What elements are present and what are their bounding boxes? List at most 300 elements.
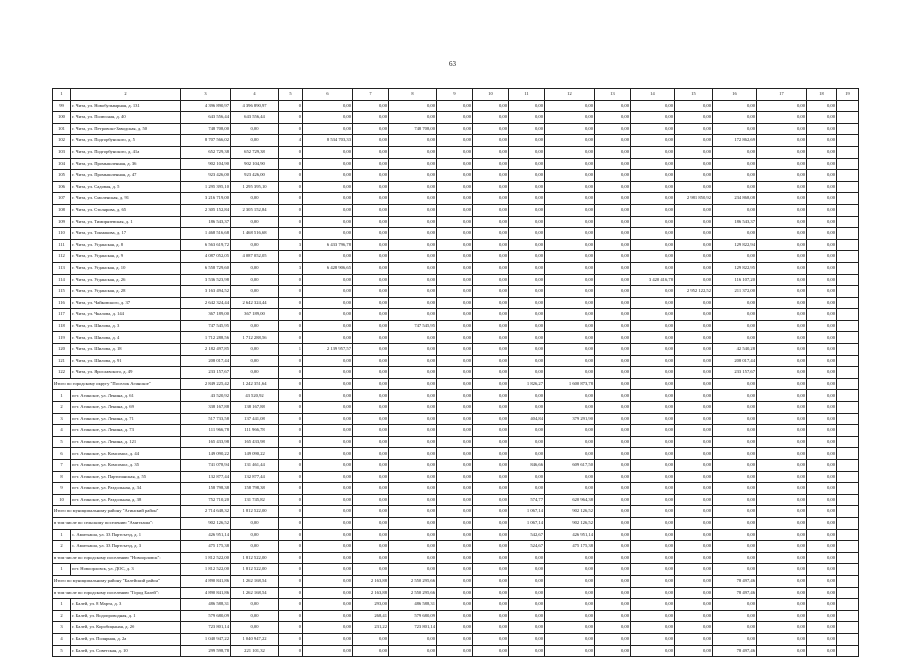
value-cell: 0,00 [675,425,713,437]
value-cell: 0,00 [303,332,353,344]
empty-cell [837,436,859,448]
table-row [53,170,859,182]
empty-cell [837,170,859,182]
value-cell: 0,00 [807,610,837,622]
value-cell: 0,00 [631,170,675,182]
value-cell: 0,00 [389,181,437,193]
value-cell: 0,00 [545,344,595,356]
value-cell: 0,00 [807,135,837,147]
value-cell: 0,00 [675,599,713,611]
value-cell: 0,00 [807,564,837,576]
row-number-cell: 3 [53,413,71,425]
value-cell: 0,00 [713,146,757,158]
value-cell: 0 [279,297,303,309]
value-cell: 0,00 [389,239,437,251]
value-cell: 0 [279,332,303,344]
value-cell: 0,00 [757,599,807,611]
row-number-cell: 6 [53,448,71,460]
value-cell: 293,00 [353,599,389,611]
value-cell: 0,00 [389,494,437,506]
value-cell: 0,00 [437,390,473,402]
address-cell: г. Чита, ул. Чайковского, д. 37 [71,297,181,309]
value-cell: 0,00 [303,309,353,321]
empty-cell [837,274,859,286]
subtotal-row [53,587,859,599]
value-cell: 0,00 [545,332,595,344]
value-cell: 0,00 [757,112,807,124]
empty-cell [837,448,859,460]
value-cell: 0,00 [757,494,807,506]
value-cell: 186 543,37 [181,216,231,228]
value-cell: 0,00 [675,204,713,216]
subtotal-label: Итого по городскому округу "Поселок Агинское" [53,378,181,390]
value-cell: 0,00 [713,251,757,263]
subtotal-label: Итого по муниципальному району "Балейский район" [53,575,181,587]
value-cell: 0,00 [353,204,389,216]
column-number-cell: 19 [837,89,859,101]
value-cell: 0,00 [353,158,389,170]
value-cell: 0,00 [757,309,807,321]
value-cell: 0,00 [631,436,675,448]
value-cell: 0,00 [231,599,279,611]
value-cell: 0,00 [595,645,631,657]
value-cell: 0,00 [675,112,713,124]
value-cell: 0,00 [353,262,389,274]
value-cell: 0 [279,355,303,367]
value-cell: 0,00 [545,251,595,263]
row-number-cell: 1 [53,390,71,402]
value-cell: 0,00 [473,297,509,309]
empty-cell [837,355,859,367]
value-cell: 0,00 [509,204,545,216]
value-cell: 2 139 957,57 [303,344,353,356]
address-cell: г. Чита, ул. Смоленская, д. 91 [71,193,181,205]
table-row [53,460,859,472]
table-row [53,436,859,448]
value-cell: 1 262 168,54 [231,575,279,587]
value-cell: 0,00 [303,564,353,576]
value-cell: 0 [279,564,303,576]
value-cell: 0,00 [303,413,353,425]
value-cell: 0,00 [545,297,595,309]
value-cell: 524,67 [509,541,545,553]
value-cell: 0,00 [631,320,675,332]
value-cell: 0,00 [757,158,807,170]
empty-cell [837,494,859,506]
value-cell: 0,00 [303,622,353,634]
value-cell: 0,00 [437,355,473,367]
value-cell: 1 [279,344,303,356]
empty-cell [837,483,859,495]
value-cell: 6 563 619,72 [181,239,231,251]
empty-cell [837,471,859,483]
value-cell: 0 [279,402,303,414]
value-cell: 0,00 [473,332,509,344]
value-cell: 0,00 [473,251,509,263]
value-cell: 0,00 [675,552,713,564]
column-number-cell: 13 [595,89,631,101]
value-cell: 0,00 [353,413,389,425]
value-cell: 0,00 [473,460,509,472]
empty-cell [837,425,859,437]
value-cell: 741 078,94 [181,460,231,472]
value-cell: 0,00 [757,355,807,367]
value-cell: 0,00 [545,390,595,402]
value-cell: 0,00 [353,309,389,321]
value-cell: 0,00 [389,436,437,448]
value-cell: 0,00 [509,251,545,263]
address-cell: пгт. Новоорловск, ул. ДОС, д. 3 [71,564,181,576]
value-cell: 0,00 [545,112,595,124]
value-cell: 132 877,44 [181,471,231,483]
value-cell: 0 [279,599,303,611]
address-cell: г. Чита, ул. Садовая, д. 5 [71,181,181,193]
value-cell: 846,66 [509,460,545,472]
value-cell: 0 [279,251,303,263]
value-cell: 172 862,69 [713,135,757,147]
subtotal-row [53,517,859,529]
value-cell: 0,00 [595,494,631,506]
value-cell: 0,00 [353,100,389,112]
value-cell: 0,00 [631,112,675,124]
value-cell: 0,00 [303,100,353,112]
value-cell: 0 [279,517,303,529]
value-cell: 0,00 [595,575,631,587]
value-cell: 2 550 295,66 [389,587,437,599]
value-cell: 0,00 [713,633,757,645]
value-cell: 1 242 351,64 [231,378,279,390]
value-cell: 0,00 [303,112,353,124]
value-cell: 138 167,88 [231,402,279,414]
value-cell: 0,00 [807,204,837,216]
value-cell: 0,00 [675,471,713,483]
value-cell: 0,00 [757,436,807,448]
value-cell: 0 [279,367,303,379]
value-cell: 367 189,00 [181,309,231,321]
empty-cell [837,309,859,321]
empty-cell [837,506,859,518]
value-cell: 0,00 [509,448,545,460]
address-cell: г. Чита, ул. Подгорбунского, д. 5 [71,135,181,147]
value-cell: 0,00 [473,483,509,495]
value-cell: 0,00 [807,622,837,634]
value-cell: 0,00 [545,309,595,321]
value-cell: 0,00 [807,146,837,158]
value-cell: 0,00 [631,552,675,564]
value-cell: 231,22 [353,622,389,634]
value-cell: 0,00 [509,622,545,634]
value-cell: 0,00 [437,135,473,147]
value-cell: 0,00 [437,123,473,135]
value-cell: 0,00 [437,448,473,460]
value-cell: 0,00 [437,320,473,332]
value-cell: 0,00 [473,541,509,553]
value-cell: 0,00 [437,216,473,228]
value-cell: 0,00 [757,541,807,553]
value-cell: 0,00 [509,309,545,321]
empty-cell [837,181,859,193]
value-cell: 0 [279,216,303,228]
value-cell: 0,00 [631,355,675,367]
row-number-cell: 102 [53,135,71,147]
value-cell: 0,00 [473,344,509,356]
value-cell: 0,00 [389,355,437,367]
value-cell: 0,00 [631,599,675,611]
value-cell: 4 396 890,97 [231,100,279,112]
row-number-cell: 1 [53,529,71,541]
row-number-cell: 109 [53,216,71,228]
value-cell: 0,00 [389,344,437,356]
value-cell: 0 [279,390,303,402]
value-cell: 0,00 [389,633,437,645]
address-cell: г. Чита, ул. Угданская, д. 8 [71,239,181,251]
value-cell: 0,00 [473,390,509,402]
value-cell: 0,00 [303,170,353,182]
value-cell: 0,00 [473,633,509,645]
value-cell: 0,00 [757,413,807,425]
value-cell: 475 175,38 [545,541,595,553]
value-cell: 923 426,00 [231,170,279,182]
value-cell: 0,00 [353,367,389,379]
table-row [53,297,859,309]
value-cell: 0,00 [389,367,437,379]
value-cell: 0,00 [473,262,509,274]
value-cell: 0,00 [807,599,837,611]
value-cell: 129 822,95 [713,262,757,274]
value-cell: 158 798,38 [181,483,231,495]
value-cell: 0,00 [631,193,675,205]
value-cell: 0,00 [473,448,509,460]
address-cell: пгт. Агинское, ул. Ленина, д. 69 [71,402,181,414]
subtotal-label: Итого по муниципальному району "Агинский район" [53,506,181,518]
value-cell: 0,00 [713,332,757,344]
value-cell: 0,00 [675,181,713,193]
row-number-cell: 10 [53,494,71,506]
value-cell: 0,00 [437,170,473,182]
empty-cell [837,610,859,622]
table-row [53,309,859,321]
empty-cell [837,529,859,541]
column-number-cell: 16 [713,89,757,101]
value-cell: 0,00 [595,239,631,251]
value-cell: 574,77 [509,494,545,506]
value-cell: 0,00 [473,367,509,379]
value-cell: 0,00 [631,645,675,657]
value-cell: 0,00 [473,413,509,425]
value-cell: 0,00 [807,100,837,112]
value-cell: 0,00 [713,460,757,472]
address-cell: пгт. Агинское, ул. Партизанская, д. 55 [71,471,181,483]
value-cell: 0,00 [473,320,509,332]
value-cell: 0,00 [473,378,509,390]
row-number-cell: 116 [53,297,71,309]
value-cell: 0,00 [509,587,545,599]
value-cell: 0,00 [545,610,595,622]
value-cell: 1 812 522,00 [231,564,279,576]
value-cell: 233 157,67 [713,367,757,379]
row-number-cell: 105 [53,170,71,182]
value-cell: 0,00 [389,413,437,425]
value-cell: 131 461,44 [231,460,279,472]
column-number-cell: 4 [231,89,279,101]
table-row [53,320,859,332]
value-cell: 0,00 [389,309,437,321]
value-cell: 0,00 [473,146,509,158]
address-cell: пгт. Агинское, ул. Раздольная, д. 38 [71,494,181,506]
value-cell: 0 [279,552,303,564]
value-cell: 0,00 [713,320,757,332]
value-cell: 0,00 [353,378,389,390]
value-cell: 0,00 [303,448,353,460]
value-cell: 0,00 [437,622,473,634]
value-cell: 0,00 [675,645,713,657]
value-cell: 0,00 [675,228,713,240]
value-cell: 132 877,44 [231,471,279,483]
value-cell: 542,67 [509,529,545,541]
value-cell: 643 556,44 [231,112,279,124]
value-cell: 0,00 [595,564,631,576]
value-cell: 0,00 [675,517,713,529]
value-cell: 0,00 [595,529,631,541]
empty-cell [837,123,859,135]
table-row [53,274,859,286]
value-cell: 0,00 [675,123,713,135]
value-cell: 0,00 [509,610,545,622]
row-number-cell: 110 [53,228,71,240]
empty-cell [837,517,859,529]
row-number-cell: 103 [53,146,71,158]
value-cell: 0,00 [389,112,437,124]
value-cell: 0,00 [757,448,807,460]
value-cell: 0 [279,146,303,158]
address-cell: г. Чита, ул. Угданская, д. 9 [71,251,181,263]
address-cell: г. Балей, ул. Полярная, д. 2а [71,633,181,645]
empty-cell [837,332,859,344]
value-cell: 0,00 [675,378,713,390]
value-cell: 0,00 [303,645,353,657]
value-cell: 0,00 [807,552,837,564]
value-cell: 0,00 [303,320,353,332]
value-cell: 0,00 [389,517,437,529]
value-cell: 0,00 [509,216,545,228]
empty-cell [837,158,859,170]
value-cell: 579 680,09 [181,610,231,622]
value-cell: 0,00 [437,112,473,124]
value-cell: 0,00 [675,390,713,402]
table-row [53,448,859,460]
empty-cell [837,402,859,414]
value-cell: 0,00 [473,286,509,298]
table-row [53,146,859,158]
value-cell: 0,00 [595,344,631,356]
value-cell: 0,00 [231,274,279,286]
row-number-cell: 100 [53,112,71,124]
value-cell: 0,00 [545,367,595,379]
column-number-cell: 15 [675,89,713,101]
value-cell: 0,00 [437,309,473,321]
value-cell: 0,00 [303,494,353,506]
value-cell: 0,00 [353,448,389,460]
address-cell: г. Чита, ул. Шилова, д. 3 [71,320,181,332]
value-cell: 0,00 [675,216,713,228]
address-cell: пгт. Агинское, ул. Раздольная, д. 34 [71,483,181,495]
value-cell: 0 [279,436,303,448]
value-cell: 0,00 [437,610,473,622]
value-cell: 3 420 416,78 [631,274,675,286]
table-row [53,529,859,541]
value-cell: 0,00 [675,355,713,367]
value-cell: 0,00 [631,541,675,553]
value-cell: 923 426,00 [181,170,231,182]
value-cell: 486 588,31 [181,599,231,611]
value-cell: 0,00 [509,262,545,274]
value-cell: 0,00 [757,170,807,182]
value-cell: 0,00 [675,483,713,495]
value-cell: 0,00 [231,622,279,634]
value-cell: 3 163 494,52 [181,286,231,298]
table-row [53,564,859,576]
value-cell: 0,00 [675,448,713,460]
value-cell: 0,00 [437,599,473,611]
value-cell: 4 396 890,97 [181,100,231,112]
value-cell: 0,00 [353,529,389,541]
value-cell: 0 [279,123,303,135]
value-cell: 0,00 [231,517,279,529]
value-cell: 0,00 [675,309,713,321]
value-cell: 0,00 [631,506,675,518]
value-cell: 0,00 [807,541,837,553]
value-cell: 0,00 [473,494,509,506]
row-number-cell: 113 [53,262,71,274]
value-cell: 0,00 [631,390,675,402]
column-number-cell: 6 [303,89,353,101]
value-cell: 0,00 [389,645,437,657]
row-number-cell: 99 [53,100,71,112]
page-number: 63 [449,60,456,68]
column-number-cell: 1 [53,89,71,101]
value-cell: 131 745,82 [231,494,279,506]
value-cell: 0,00 [509,193,545,205]
value-cell: 1 812 522,00 [231,552,279,564]
value-cell: 0,00 [473,204,509,216]
value-cell: 0,00 [437,483,473,495]
value-cell: 0,00 [631,309,675,321]
value-cell: 0,00 [713,622,757,634]
column-number-cell: 14 [631,89,675,101]
value-cell: 0,00 [545,483,595,495]
value-cell: 0,00 [473,170,509,182]
value-cell: 0,00 [631,633,675,645]
value-cell: 404,84 [509,413,545,425]
value-cell: 0,00 [595,286,631,298]
value-cell: 0,00 [807,309,837,321]
value-cell: 0,00 [807,367,837,379]
value-cell: 0 [279,193,303,205]
value-cell: 0,00 [595,367,631,379]
value-cell: 208 017,44 [713,355,757,367]
value-cell: 3 [279,239,303,251]
value-cell: 0,00 [389,541,437,553]
empty-cell [837,146,859,158]
value-cell: 0,00 [595,228,631,240]
value-cell: 0,00 [631,378,675,390]
address-cell: пгт. Агинское, ул. Ленина, д. 71 [71,413,181,425]
value-cell: 0 [279,228,303,240]
row-number-cell: 112 [53,251,71,263]
value-cell: 0,00 [389,506,437,518]
value-cell: 0,00 [595,262,631,274]
value-cell: 0,00 [509,633,545,645]
